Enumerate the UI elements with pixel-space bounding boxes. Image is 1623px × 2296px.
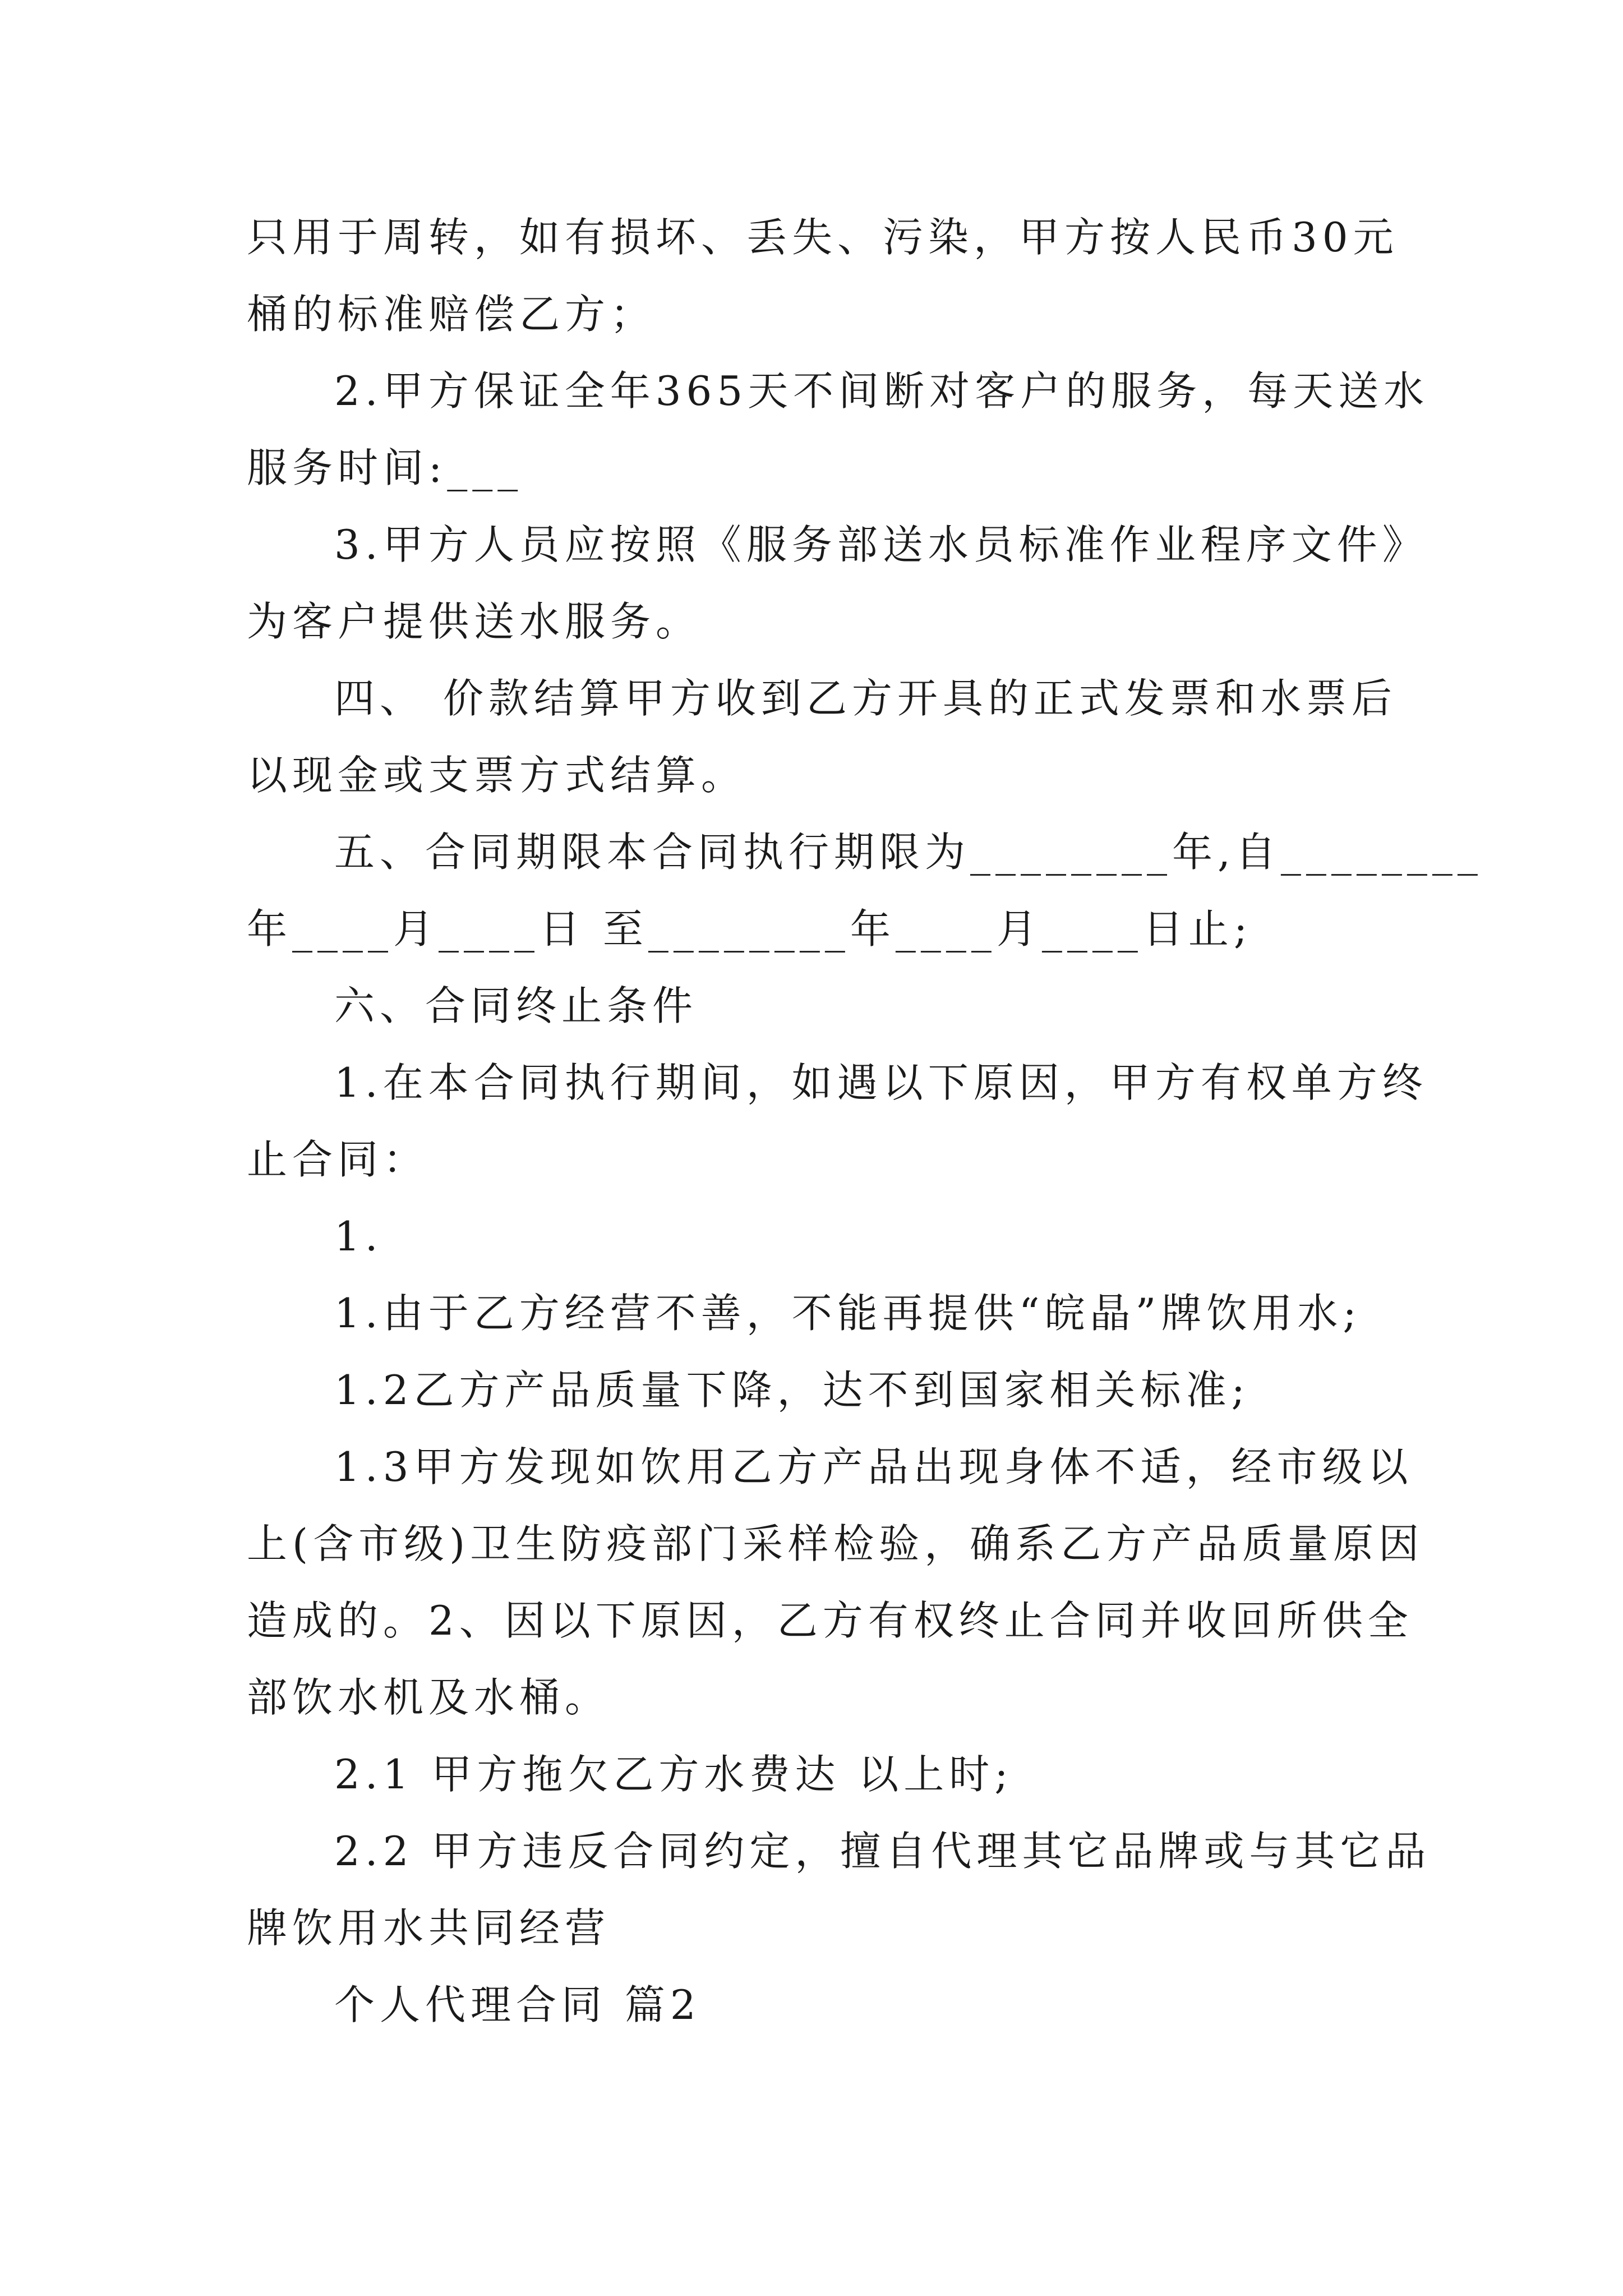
section-title: 个人代理合同 篇2: [334, 1981, 701, 2028]
text-line: 1.: [334, 1213, 383, 1260]
text-line: 2.2 甲方违反合同约定，擅自代理其它品牌或与其它品: [334, 1828, 1431, 1875]
text-line: 1.2乙方产品质量下降，达不到国家相关标准;: [334, 1366, 1250, 1414]
text-line: 只用于周转，如有损坏、丢失、污染，甲方按人民币30元: [247, 214, 1399, 261]
text-line: 四、 价款结算甲方收到乙方开具的正式发票和水票后: [334, 675, 1397, 722]
text-line: 年____月____日 至________年____月____日止;: [247, 905, 1253, 953]
text-line: 桶的标准赔偿乙方；: [247, 291, 656, 338]
section-heading: 六、合同终止条件: [334, 982, 698, 1029]
text-line: 造成的。2、因以下原因，乙方有权终止合同并收回所供全: [247, 1597, 1413, 1644]
text-line: 牌饮用水共同经营: [247, 1904, 611, 1952]
text-line: 为客户提供送水服务。: [247, 598, 702, 645]
text-line: 以现金或支票方式结算。: [247, 752, 747, 799]
text-line: 五、合同期限本合同执行期限为________年,自________: [334, 829, 1483, 876]
text-line: 2.1 甲方拖欠乙方水费达 以上时;: [334, 1751, 1013, 1798]
text-line: 服务时间:___: [247, 444, 523, 491]
text-line: 3.甲方人员应按照《服务部送水员标准作业程序文件》: [334, 521, 1428, 568]
text-line: 1.3甲方发现如饮用乙方产品出现身体不适，经市级以: [334, 1443, 1413, 1490]
text-line: 1.在本合同执行期间，如遇以下原因，甲方有权单方终: [334, 1059, 1428, 1106]
text-line: 2.甲方保证全年365天不间断对客户的服务，每天送水: [334, 367, 1430, 415]
text-line: 止合同：: [247, 1136, 429, 1183]
text-line: 1.由于乙方经营不善，不能再提供“皖晶”牌饮用水;: [334, 1290, 1362, 1337]
text-line: 部饮水机及水桶。: [247, 1674, 611, 1721]
text-line: 上(含市级)卫生防疫部门采样检验，确系乙方产品质量原因: [247, 1520, 1424, 1567]
contract-body-text: [247, 199, 1483, 2044]
